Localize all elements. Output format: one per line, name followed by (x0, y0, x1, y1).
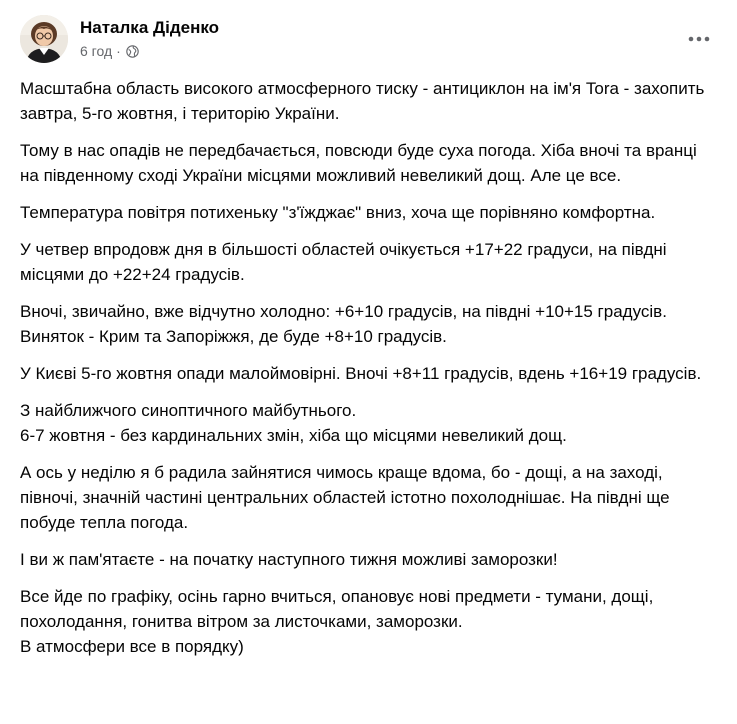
more-horizontal-icon (688, 36, 710, 42)
post-timestamp[interactable]: 6 год (80, 43, 113, 59)
post-paragraph: А ось у неділю я б радила зайнятися чимось краще вдома, бо - дощі, а на заході, півночі, значній частині центральних областей істотно похолоднішає. На півдні ще побуде тепла погода. (20, 463, 670, 532)
post-paragraph: У четвер впродовж дня в більшості областей очікується +17+22 градуси, на півдні місцями до +22+24 градусів. (20, 240, 667, 284)
post-paragraph: Все йде по графіку, осінь гарно вчиться, опановує нові предмети - тумани, дощі, похолодання, гонитва вітром за листочками, заморозки. В атмосфери все в порядку) (20, 587, 654, 656)
post-paragraph: У Києві 5-го жовтня опади малоймовірні. Вночі +8+11 градусів, вдень +16+19 градусів. (20, 364, 702, 383)
post-paragraph: І ви ж пам'ятаєте - на початку наступного тижня можливі заморозки! (20, 550, 558, 569)
post-header (20, 15, 717, 63)
meta-separator: · (116, 43, 121, 59)
author-name[interactable]: Наталка Діденко (80, 18, 220, 37)
post-meta (80, 43, 139, 59)
post-paragraph: Вночі, звичайно, вже відчутно холодно: +6+10 градусів, на півдні +10+15 градусів. Виняток - Крим та Запоріжжя, де буде +8+10 градусів. (20, 302, 667, 346)
avatar-photo-icon (20, 15, 68, 63)
avatar[interactable] (20, 15, 68, 63)
post-paragraph: З найближчого синоптичного майбутнього. 6-7 жовтня - без кардинальних змін, хіба що місцями невеликий дощ. (20, 401, 567, 445)
more-options-button[interactable] (681, 21, 717, 57)
post-paragraph: Температура повітря потихеньку "з'їжджає" вниз, хоча ще порівняно комфортна. (20, 203, 656, 222)
post-paragraph: Тому в нас опадів не передбачається, повсюди буде суха погода. Хіба вночі та вранці на південному сході України місцями можливий невеликий дощ. Але це все. (20, 141, 697, 185)
post-body (20, 76, 720, 671)
globe-icon[interactable] (126, 45, 139, 58)
post-paragraph: Масштабна область високого атмосферного тиску - антициклон на ім'я Tora - захопить завтра, 5-го жовтня, і територію України. (20, 79, 705, 123)
